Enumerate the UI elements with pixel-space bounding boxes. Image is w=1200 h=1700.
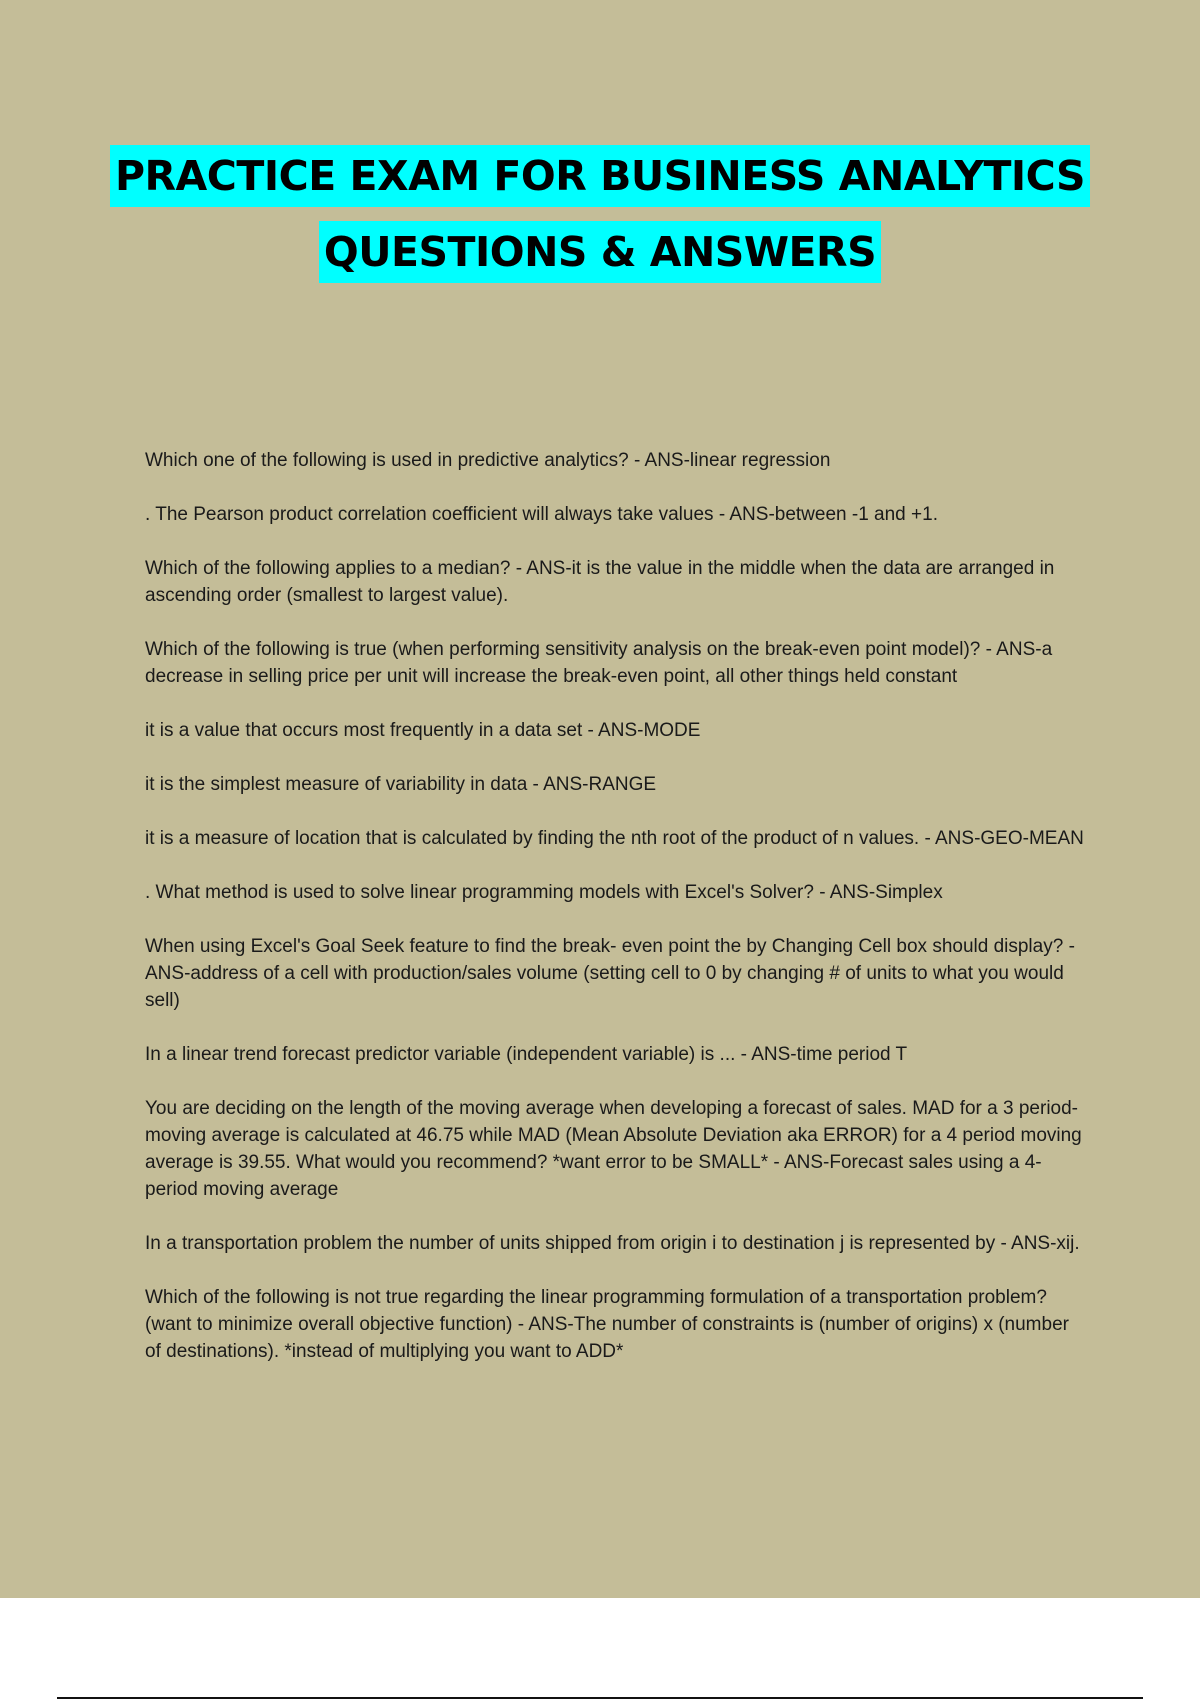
qa-item: Which of the following applies to a median? - ANS-it is the value in the middle when the data are arranged in ascending order (smallest to largest value).	[145, 558, 1055, 606]
qa-item: it is a value that occurs most frequently in a data set - ANS-MODE	[145, 720, 701, 741]
qa-item: You are deciding on the length of the moving average when developing a forecast of sales. MAD for a 3 period-moving average is calculated at 46.75 while MAD (Mean Absolute Deviation aka ERROR) for a 4 period moving average is 39.55. What would you recommend? *want error to be SMALL* - ANS-Forecast sales using a 4-period moving average	[145, 1098, 1082, 1200]
document-title	[0, 145, 1200, 283]
qa-item: Which of the following is not true regarding the linear programming formulation of a transportation problem? (want to minimize overall objective function) - ANS-The number of constraints is (number of origins) x (number of destinations). *instead of multiplying you want to ADD*	[145, 1287, 1069, 1362]
qa-item: . What method is used to solve linear programming models with Excel's Solver? - ANS-Simplex	[145, 882, 943, 903]
qa-item: it is the simplest measure of variability in data - ANS-RANGE	[145, 774, 657, 795]
qa-item: Which of the following is true (when performing sensitivity analysis on the break-even point model)? - ANS-a decrease in selling price per unit will increase the break-even point, all other things held constant	[145, 639, 1053, 687]
qa-item: When using Excel's Goal Seek feature to find the break- even point the by Changing Cell box should display? - ANS-address of a cell with production/sales volume (setting cell to 0 by changing # of units to what you would sell)	[145, 936, 1075, 1011]
title-line-1: PRACTICE EXAM FOR BUSINESS ANALYTICS	[110, 145, 1090, 207]
footer-divider	[57, 1697, 1143, 1699]
qa-item: Which one of the following is used in predictive analytics? - ANS-linear regression	[145, 450, 831, 471]
qa-item: In a linear trend forecast predictor variable (independent variable) is ... - ANS-time period T	[145, 1044, 908, 1065]
title-line-2: QUESTIONS & ANSWERS	[319, 221, 881, 283]
qa-item: In a transportation problem the number of units shipped from origin i to destination j is represented by - ANS-xij.	[145, 1233, 1080, 1254]
qa-item: it is a measure of location that is calculated by finding the nth root of the product of n values. - ANS-GEO-MEAN	[145, 828, 1084, 849]
qa-list	[145, 447, 1090, 1392]
qa-item: . The Pearson product correlation coefficient will always take values - ANS-between -1 and +1.	[145, 504, 938, 525]
